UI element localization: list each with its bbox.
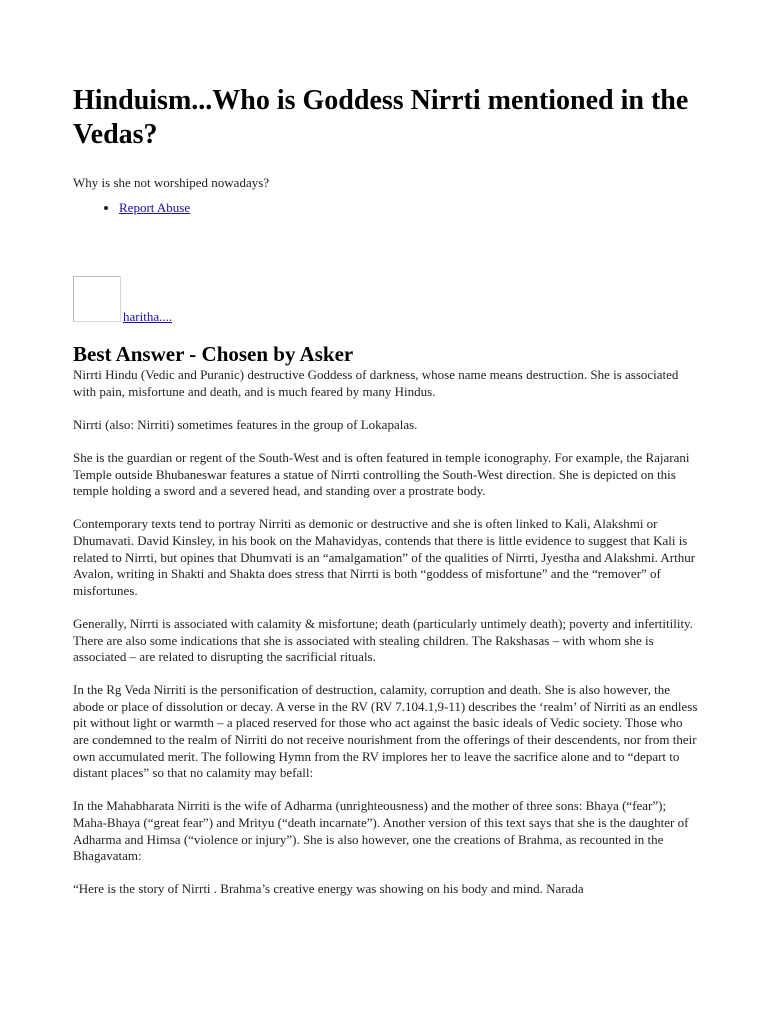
answer-paragraph: Generally, Nirrti is associated with calamity & misfortune; death (particularly untimely death); poverty and infertitility. There are also some indications that she is associated with stealing children. The Rakshasas – with whom she is associated – are related to disrupting the sacrificial rituals.	[73, 615, 693, 665]
answer-paragraph: She is the guardian or regent of the South-West and is often featured in temple iconography. For example, the Rajarani Temple outside Bhubaneswar features a statue of Nirrti controlling the South-West direction. She is depicted on this temple holding a sword and a severed head, and standing over a prostrate body.	[73, 449, 690, 499]
best-answer-body	[73, 367, 698, 915]
question-details: Why is she not worshiped nowadays?	[73, 175, 270, 190]
best-answer-heading: Best Answer - Chosen by Asker	[73, 342, 354, 366]
report-abuse-link[interactable]: Report Abuse	[119, 200, 191, 215]
avatar[interactable]	[73, 276, 121, 322]
answer-paragraph: In the Mahabharata Nirriti is the wife of Adharma (unrighteousness) and the mother of three sons: Bhaya (“fear”); Maha-Bhaya (“great fear”) and Mrityu (“death incarnate”). Another version of this text says that she is the daughter of Adharma and Himsa (“violence or injury”). She is also however, one the creations of Brahma, as recounted in the Bhagavatam:	[73, 798, 689, 864]
answer-paragraph: “Here is the story of Nirrti . Brahma’s creative energy was showing on his body and mind. Narada	[73, 881, 584, 897]
answer-paragraph: Nirrti (also: Nirriti) sometimes features in the group of Lokapalas.	[73, 416, 418, 432]
answer-paragraph: Nirrti Hindu (Vedic and Puranic) destructive Goddess of darkness, whose name means destruction. She is associated with pain, misfortune and death, and is much feared by many Hindus.	[73, 367, 679, 399]
answer-paragraph: In the Rg Veda Nirriti is the personification of destruction, calamity, corruption and death. She is also however, the abode or place of dissolution or decay. A verse in the RV (RV 7.104.1,9-11) describes the ‘realm’ of Nirriti as an endless pit without light or warmth – a placed reserved for those who act against the basic ideals of Vedic society. Those who are condemned to the realm of Nirriti do not receive nourishment from the offerings of their descendents, nor from their own accumulated merit. The following Hymn from the RV implores her to leave the sacrifice alone and to “depart to distant places” so that no calamity may befall:	[73, 682, 698, 781]
action-item	[119, 199, 190, 216]
question-actions	[73, 199, 190, 216]
answer-paragraph: Contemporary texts tend to portray Nirriti as demonic or destructive and she is often linked to Kali, Alakshmi or Dhumavati. David Kinsley, in his book on the Mahavidyas, contends that there is little evidence to suggest that Kali is related to Nirrti, but opines that Dhumvati is an “amalgamation” of the qualities of Nirrti, Jyestha and Alakshmi. Arthur Avalon, writing in Shakti and Shakta does stress that Nirrti is both “goddess of misfortune” and the “remover” of misfortunes.	[73, 516, 696, 598]
question-title: Hinduism...Who is Goddess Nirrti mentioned in the Vedas?	[73, 85, 689, 150]
asker-name-link[interactable]: haritha....	[123, 309, 173, 324]
